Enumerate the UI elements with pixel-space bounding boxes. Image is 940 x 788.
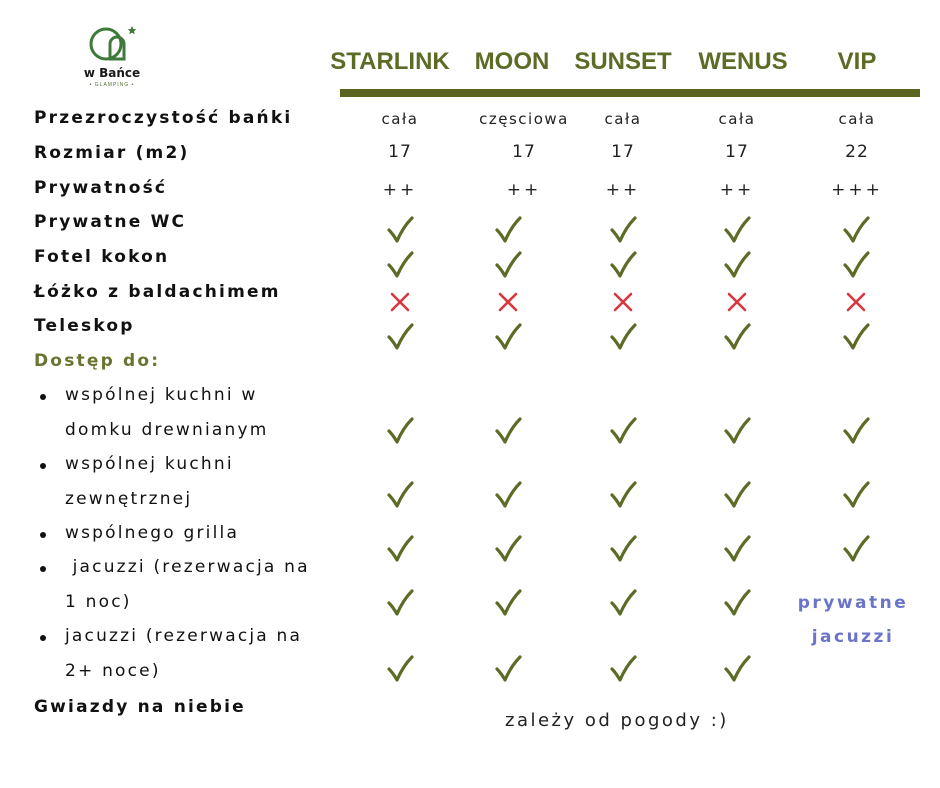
cell-privacy-wenus: ++ bbox=[719, 180, 755, 200]
bullet bbox=[40, 394, 46, 400]
access-item-line1: jacuzzi (rezerwacja na bbox=[65, 626, 303, 646]
cell-transparency-moon: częsciowa bbox=[479, 110, 569, 128]
access-item-line2: domku drewnianym bbox=[65, 420, 269, 440]
row-label-transparency: Przezroczystość bańki bbox=[34, 108, 293, 128]
check-icon bbox=[841, 480, 871, 510]
check-icon bbox=[385, 250, 415, 280]
check-icon bbox=[722, 215, 752, 245]
stars-value: zależy od pogody :) bbox=[505, 710, 729, 731]
check-icon bbox=[608, 534, 638, 564]
cross-icon bbox=[385, 287, 415, 317]
check-icon bbox=[385, 480, 415, 510]
check-icon bbox=[385, 416, 415, 446]
vip-note-line2: jacuzzi bbox=[811, 627, 895, 647]
cell-transparency-vip: cała bbox=[838, 110, 876, 128]
access-item-line1: wspólnej kuchni bbox=[65, 454, 234, 474]
check-icon bbox=[385, 588, 415, 618]
bullet bbox=[40, 566, 46, 572]
check-icon bbox=[841, 534, 871, 564]
check-icon bbox=[608, 654, 638, 684]
cross-icon bbox=[722, 287, 752, 317]
check-icon bbox=[608, 416, 638, 446]
cell-privacy-starlink: ++ bbox=[382, 180, 418, 200]
check-icon bbox=[493, 215, 523, 245]
check-icon bbox=[722, 322, 752, 352]
check-icon bbox=[493, 416, 523, 446]
bullet bbox=[40, 635, 46, 641]
check-icon bbox=[608, 215, 638, 245]
cell-privacy-vip: +++ bbox=[831, 180, 883, 200]
cross-icon bbox=[841, 287, 871, 317]
access-item-line2: 1 noc) bbox=[65, 592, 132, 612]
cell-size-sunset: 17 bbox=[611, 142, 635, 162]
access-item-line1: jacuzzi (rezerwacja na bbox=[65, 557, 310, 577]
check-icon bbox=[722, 588, 752, 618]
check-icon bbox=[385, 215, 415, 245]
cell-transparency-wenus: cała bbox=[718, 110, 756, 128]
cell-size-moon: 17 bbox=[512, 142, 536, 162]
check-icon bbox=[493, 322, 523, 352]
row-label-wc: Prywatne WC bbox=[34, 212, 187, 232]
check-icon bbox=[841, 322, 871, 352]
access-item-line2: zewnętrznej bbox=[65, 489, 193, 509]
section-label-access: Dostęp do: bbox=[34, 351, 161, 371]
cell-size-starlink: 17 bbox=[388, 142, 412, 162]
check-icon bbox=[493, 534, 523, 564]
row-label-size: Rozmiar (m2) bbox=[34, 143, 190, 163]
cell-size-vip: 22 bbox=[845, 142, 869, 162]
check-icon bbox=[608, 588, 638, 618]
check-icon bbox=[722, 480, 752, 510]
cell-privacy-sunset: ++ bbox=[605, 180, 641, 200]
column-header-vip: VIP bbox=[837, 48, 877, 75]
cell-privacy-moon: ++ bbox=[506, 180, 542, 200]
row-label-cocoon: Fotel kokon bbox=[34, 247, 170, 267]
logo-subtitle: • GLAMPING • bbox=[89, 82, 135, 88]
check-icon bbox=[841, 215, 871, 245]
check-icon bbox=[722, 654, 752, 684]
check-icon bbox=[722, 250, 752, 280]
row-label-stars: Gwiazdy na niebie bbox=[34, 697, 246, 717]
check-icon bbox=[493, 250, 523, 280]
column-header-sunset: SUNSET bbox=[574, 48, 672, 75]
check-icon bbox=[608, 322, 638, 352]
check-icon bbox=[493, 654, 523, 684]
bullet bbox=[40, 532, 46, 538]
check-icon bbox=[493, 588, 523, 618]
check-icon bbox=[385, 322, 415, 352]
access-item-line2: 2+ noce) bbox=[65, 661, 161, 681]
check-icon bbox=[722, 534, 752, 564]
check-icon bbox=[385, 654, 415, 684]
cell-size-wenus: 17 bbox=[725, 142, 749, 162]
cross-icon bbox=[493, 287, 523, 317]
access-item-line1: wspólnego grilla bbox=[65, 523, 240, 543]
cell-transparency-sunset: cała bbox=[604, 110, 642, 128]
header-divider bbox=[340, 89, 920, 97]
logo bbox=[78, 22, 158, 92]
check-icon bbox=[385, 534, 415, 564]
cross-icon bbox=[608, 287, 638, 317]
bullet bbox=[40, 463, 46, 469]
row-label-canopy-bed: Łóżko z baldachimem bbox=[34, 282, 281, 302]
vip-note-line1: prywatne bbox=[797, 593, 909, 613]
check-icon bbox=[493, 480, 523, 510]
check-icon bbox=[722, 416, 752, 446]
column-header-wenus: WENUS bbox=[698, 48, 788, 75]
column-header-starlink: STARLINK bbox=[330, 48, 450, 75]
bubble-logo-icon bbox=[88, 22, 140, 66]
cell-transparency-starlink: cała bbox=[381, 110, 419, 128]
check-icon bbox=[841, 250, 871, 280]
check-icon bbox=[841, 416, 871, 446]
check-icon bbox=[608, 480, 638, 510]
row-label-privacy: Prywatność bbox=[34, 178, 168, 198]
check-icon bbox=[608, 250, 638, 280]
logo-brand: w Bańce bbox=[83, 66, 141, 80]
column-header-moon: MOON bbox=[474, 48, 550, 75]
row-label-telescope: Teleskop bbox=[34, 316, 135, 336]
access-item-line1: wspólnej kuchni w bbox=[65, 385, 258, 405]
